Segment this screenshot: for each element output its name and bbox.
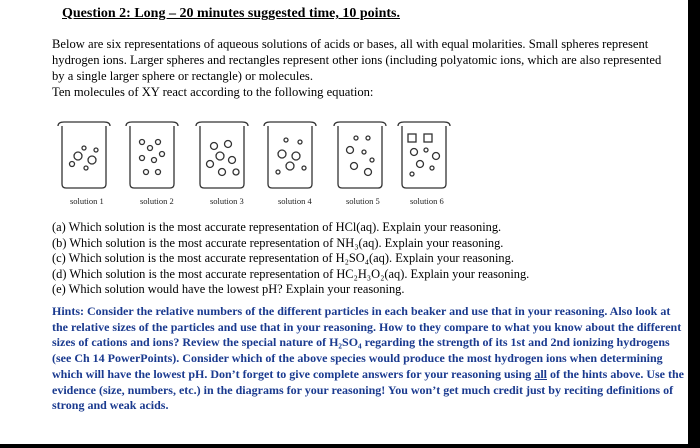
question-e: (e) Which solution would have the lowest pH? Explain your reasoning.	[52, 282, 405, 297]
beaker-3	[196, 122, 248, 188]
question-b: (b) Which solution is the most accurate representation of NH₃(aq). Explain your reasoning.	[52, 235, 504, 250]
hints-paragraph	[52, 304, 684, 414]
reaction-line: Ten molecules of XY react according to the following equation:	[52, 85, 374, 99]
beaker-2	[126, 122, 178, 188]
beaker-6	[398, 122, 450, 188]
beaker-label-3: solution 3	[210, 196, 244, 206]
beaker-1	[58, 122, 110, 188]
beaker-label-1: solution 1	[70, 196, 104, 206]
hints-text-1: Hints: Consider the relative numbers of the different particles in each beaker and use that in your reasoning. Also look at the relative sizes of the particles and use that in your reasoning. How to they compare to what you know about the different sizes of cations and ions? Review the special nature of H₂SO₄ regarding the strength of its 1st and 2nd ionizing hydrogens (see Ch 14 PowerPoints). Consider which of the above species would produce the most hydrogen ions when determining which will have the lowest pH. Don’t forget to give complete answers for your reasoning using	[52, 304, 682, 381]
intro-paragraph: Below are six representations of aqueous solutions of acids or bases, all with equal molarities. Small spheres represent hydrogen ions. Larger spheres and rectangles represent other ions (including polyatomic ions, which are also represented by a single larger sphere or rectangle) or molecules.	[52, 37, 662, 83]
intro-text	[52, 36, 677, 100]
beaker-4	[264, 122, 316, 188]
beaker-diagram	[50, 120, 480, 210]
bottom-edge-bar	[0, 444, 700, 448]
question-a: (a) Which solution is the most accurate representation of HCl(aq). Explain your reasoning.	[52, 220, 502, 234]
question-c: (c) Which solution is the most accurate representation of H₂SO₄(aq). Explain your reasoning.	[52, 251, 514, 266]
right-edge-bar	[688, 0, 700, 448]
beaker-label-5: solution 5	[346, 196, 380, 206]
question-d: (d) Which solution is the most accurate representation of HC₂H₃O₂(aq). Explain your reasoning.	[52, 266, 530, 281]
hints-emphasis: all	[534, 366, 547, 381]
beaker-label-4: solution 4	[278, 196, 312, 206]
beaker-label-2: solution 2	[140, 196, 174, 206]
beaker-5	[334, 122, 386, 188]
question-list	[52, 220, 682, 298]
question-title: Question 2: Long – 20 minutes suggested time, 10 points.	[62, 6, 400, 21]
hints-text-2: of the hints above. Use the evidence (size, numbers, etc.) in the diagrams for your reasoning! You won’t get much credit just by reciting definitions of strong and weak acids.	[52, 366, 684, 413]
beaker-label-6: solution 6	[410, 196, 444, 206]
